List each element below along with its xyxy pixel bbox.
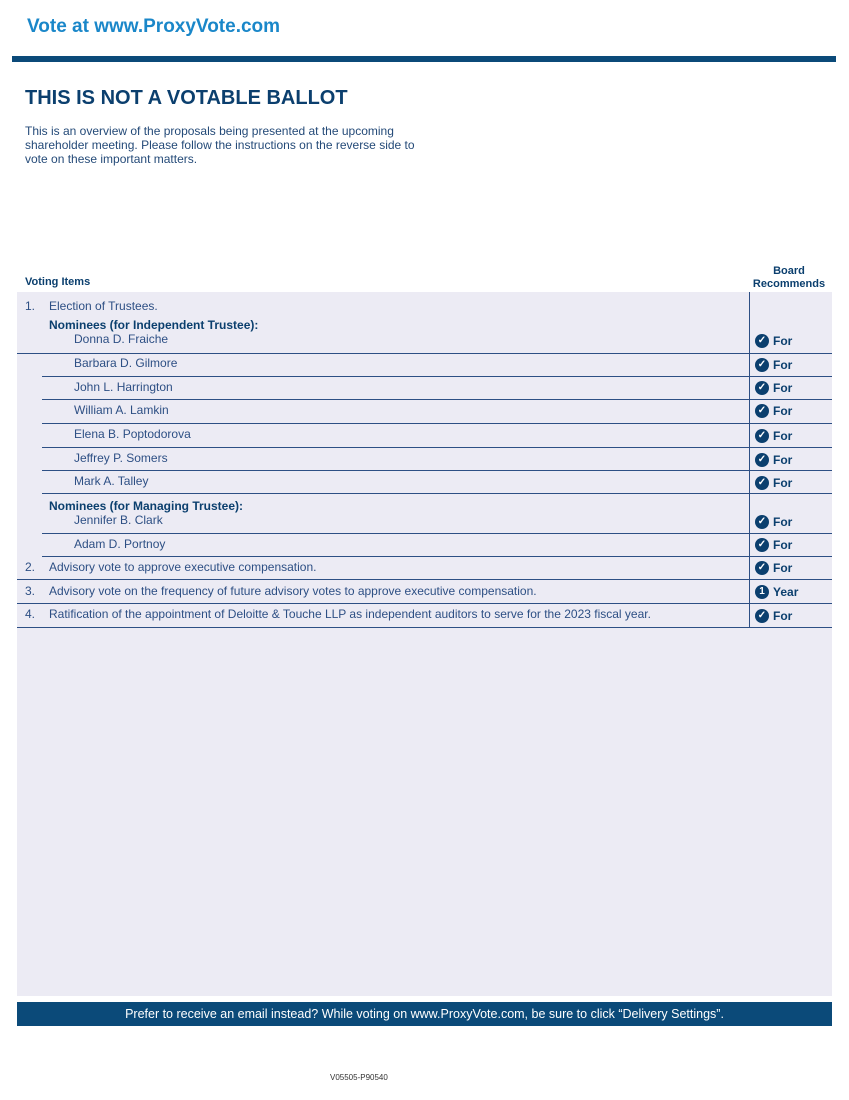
header-rule: [12, 56, 836, 62]
check-circle-icon: ✓: [755, 538, 769, 552]
number-one-circle-icon: 1: [755, 585, 769, 599]
recommendation-label: Year: [773, 585, 799, 599]
item-label: Ratification of the appointment of Deloitte & Touche LLP as independent auditors to serve for the 2023 fiscal year.: [49, 607, 651, 621]
proposal-row-3: [17, 580, 832, 604]
item-label: Advisory vote to approve executive compensation.: [49, 560, 317, 574]
nominee-name: Jeffrey P. Somers: [74, 451, 168, 465]
nominee-name: John L. Harrington: [74, 380, 173, 394]
voting-items-header: Voting Items: [25, 276, 91, 288]
board-recommendation: [750, 357, 832, 373]
check-circle-icon: ✓: [755, 381, 769, 395]
nominee-name: Mark A. Talley: [74, 474, 149, 488]
nominee-name: Adam D. Portnoy: [74, 537, 166, 551]
nominee-row: [42, 400, 832, 424]
recommendation-label: For: [773, 429, 793, 443]
nominee-name: Elena B. Poptodorova: [74, 427, 191, 441]
recommendation-label: For: [773, 334, 793, 348]
proposal-row-4: [17, 604, 832, 628]
board-recommendation: [750, 380, 832, 396]
nominee-name: William A. Lamkin: [74, 403, 169, 417]
item-number: 4.: [25, 607, 36, 621]
recommendation-label: For: [773, 515, 793, 529]
nominee-group-managing: [42, 494, 832, 534]
nominee-name: Donna D. Fraiche: [74, 332, 169, 346]
nominee-row: [42, 424, 832, 448]
group-heading-managing: Nominees (for Managing Trustee):: [49, 499, 244, 513]
recommendation-label: For: [773, 476, 793, 490]
document-code: V05505-P90540: [330, 1073, 388, 1082]
check-circle-icon: ✓: [755, 334, 769, 348]
board-recommendation: [750, 403, 832, 419]
check-circle-icon: ✓: [755, 609, 769, 623]
check-circle-icon: ✓: [755, 453, 769, 467]
check-circle-icon: ✓: [755, 515, 769, 529]
recommendation-label: For: [773, 358, 793, 372]
nominee-name: Barbara D. Gilmore: [74, 356, 178, 370]
intro-text: This is an overview of the proposals being presented at the upcoming shareholder meeting. Please follow the instructions on the reverse side to vote on these important matters.: [25, 124, 415, 166]
check-circle-icon: ✓: [755, 358, 769, 372]
board-recommendation: [750, 428, 832, 444]
nominee-row: [42, 353, 832, 377]
item-number: 2.: [25, 560, 36, 574]
proposal-row-1: [17, 292, 832, 354]
board-recommendation: [750, 584, 832, 600]
recommendation-label: For: [773, 609, 793, 623]
email-delivery-notice: Prefer to receive an email instead? While voting on www.ProxyVote.com, be sure to click “Delivery Settings”.: [17, 1002, 832, 1026]
item-label: Election of Trustees.: [49, 299, 158, 313]
nominee-row: [42, 448, 832, 471]
check-circle-icon: ✓: [755, 429, 769, 443]
item-number: 1.: [25, 299, 36, 313]
board-recommendation: [750, 475, 832, 491]
recommendation-label: For: [773, 381, 793, 395]
board-recommendation: [750, 537, 832, 553]
item-number: 3.: [25, 584, 36, 598]
nominee-row: [42, 534, 832, 557]
page-title: THIS IS NOT A VOTABLE BALLOT: [25, 87, 348, 109]
recommendation-label: For: [773, 538, 793, 552]
item-label: Advisory vote on the frequency of future advisory votes to approve executive compensation.: [49, 584, 537, 598]
board-recommendation: [750, 608, 832, 624]
board-recommendation: [750, 452, 832, 468]
proposal-row-2: [17, 557, 832, 580]
board-recommends-header: Board Recommends: [752, 265, 826, 290]
nominee-name: Jennifer B. Clark: [74, 513, 163, 527]
group-heading-independent: Nominees (for Independent Trustee):: [49, 318, 259, 332]
board-recommendation: [750, 514, 832, 530]
recommendation-label: For: [773, 404, 793, 418]
recommendation-label: For: [773, 561, 793, 575]
board-recommendation: [750, 560, 832, 576]
check-circle-icon: ✓: [755, 561, 769, 575]
check-circle-icon: ✓: [755, 476, 769, 490]
proxyvote-link[interactable]: Vote at www.ProxyVote.com: [27, 16, 281, 37]
nominee-row: [42, 471, 832, 494]
nominee-row: [42, 377, 832, 400]
board-recommendation: [750, 333, 832, 349]
check-circle-icon: ✓: [755, 404, 769, 418]
recommendation-label: For: [773, 453, 793, 467]
